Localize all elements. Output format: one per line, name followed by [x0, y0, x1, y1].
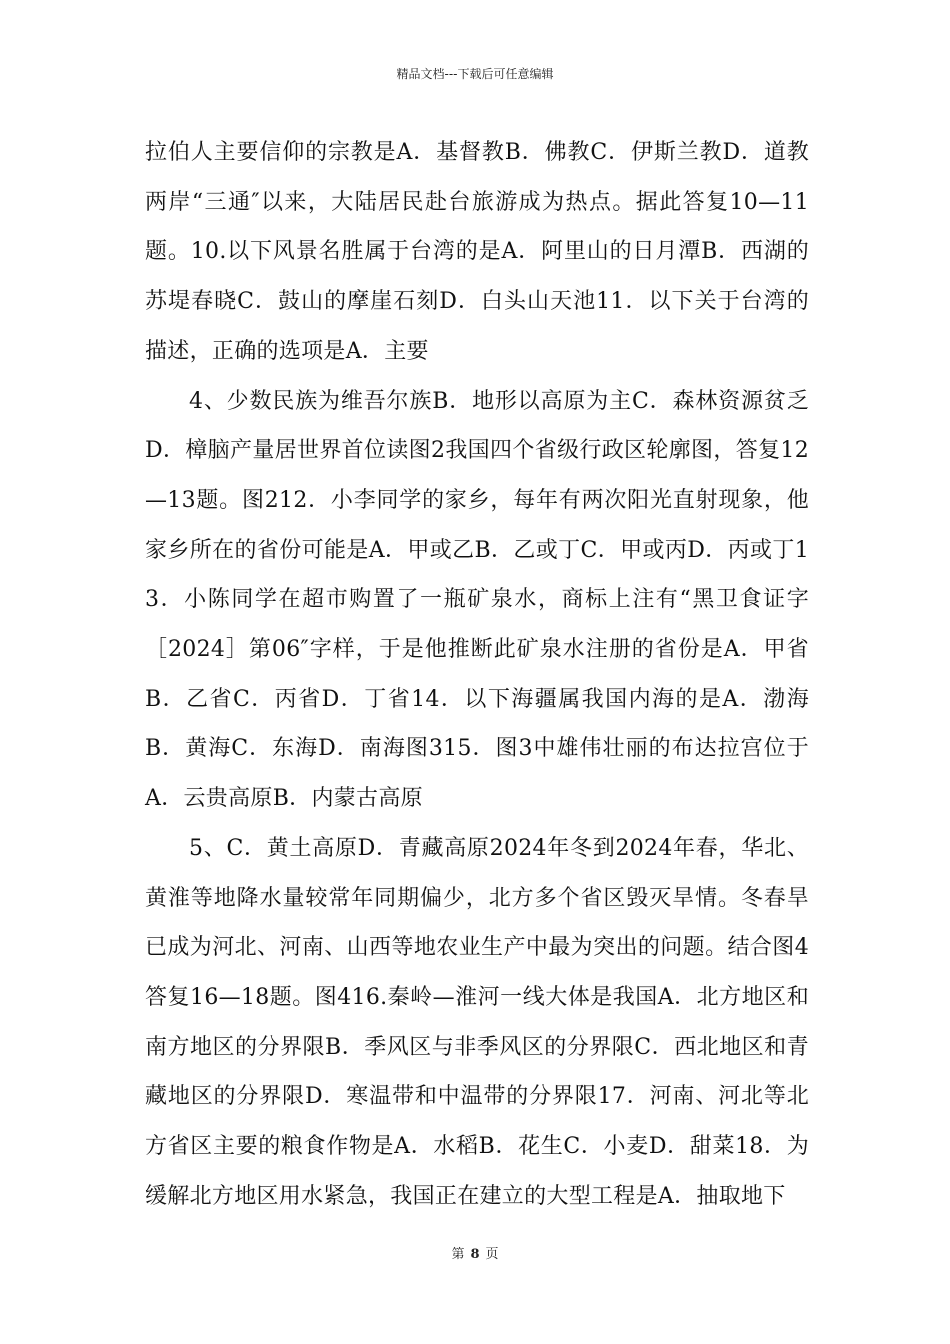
paragraph-3: 5、C．黄土高原D．青藏高原2024年冬到2024年春，华北、黄淮等地降水量较常年同期偏少，北方多个省区毁灭旱情。冬春旱已成为河北、河南、山西等地农业生产中最为突出的问题。结合图4答复16—18题。图416.秦岭—淮河一线大体是我国A．北方地区和南方地区的分界限B．季风区与非季风区的分界限C．西北地区和青藏地区的分界限D．寒温带和中温带的分界限17．河南、河北等北方省区主要的粮食作物是A．水稻B．花生C．小麦D．甜菜18．为缓解北方地区用水紧急，我国正在建立的大型工程是A．抽取地下: [145, 835, 809, 1209]
paragraph-2: 4、少数民族为维吾尔族B．地形以高原为主C．森林资源贫乏D．樟脑产量居世界首位读图2我国四个省级行政区轮廓图，答复12—13题。图212．小李同学的家乡，每年有两次阳光直射现象，他家乡所在的省份可能是A．甲或乙B．乙或丁C．甲或丙D．丙或丁13．小陈同学在超市购置了一瓶矿泉水，商标上注有“黑卫食证字［2024］第06″字样，于是他推断此矿泉水注册的省份是A．甲省B．乙省C．丙省D．丁省14．以下海疆属我国内海的是A．渤海B．黄海C．东海D．南海图315．图3中雄伟壮丽的布达拉宫位于A．云贵高原B．内蒙古高原: [145, 388, 809, 812]
document-body: [145, 128, 809, 1221]
page-footer: [0, 1246, 950, 1264]
footer-suffix: 页: [485, 1247, 499, 1262]
page-header: 精品文档---下载后可任意编辑: [396, 67, 554, 81]
footer-prefix: 第: [451, 1247, 465, 1262]
page-number: 8: [470, 1247, 480, 1262]
paragraph-1: 拉伯人主要信仰的宗教是A．基督教B．佛教C．伊斯兰教D．道教两岸“三通″以来，大陆居民赴台旅游成为热点。据此答复10—11题。10.以下风景名胜属于台湾的是A．阿里山的日月潭B．西湖的苏堤春晓C．鼓山的摩崖石刻D．白头山天池11．以下关于台湾的描述，正确的选项是A．主要: [145, 140, 809, 364]
